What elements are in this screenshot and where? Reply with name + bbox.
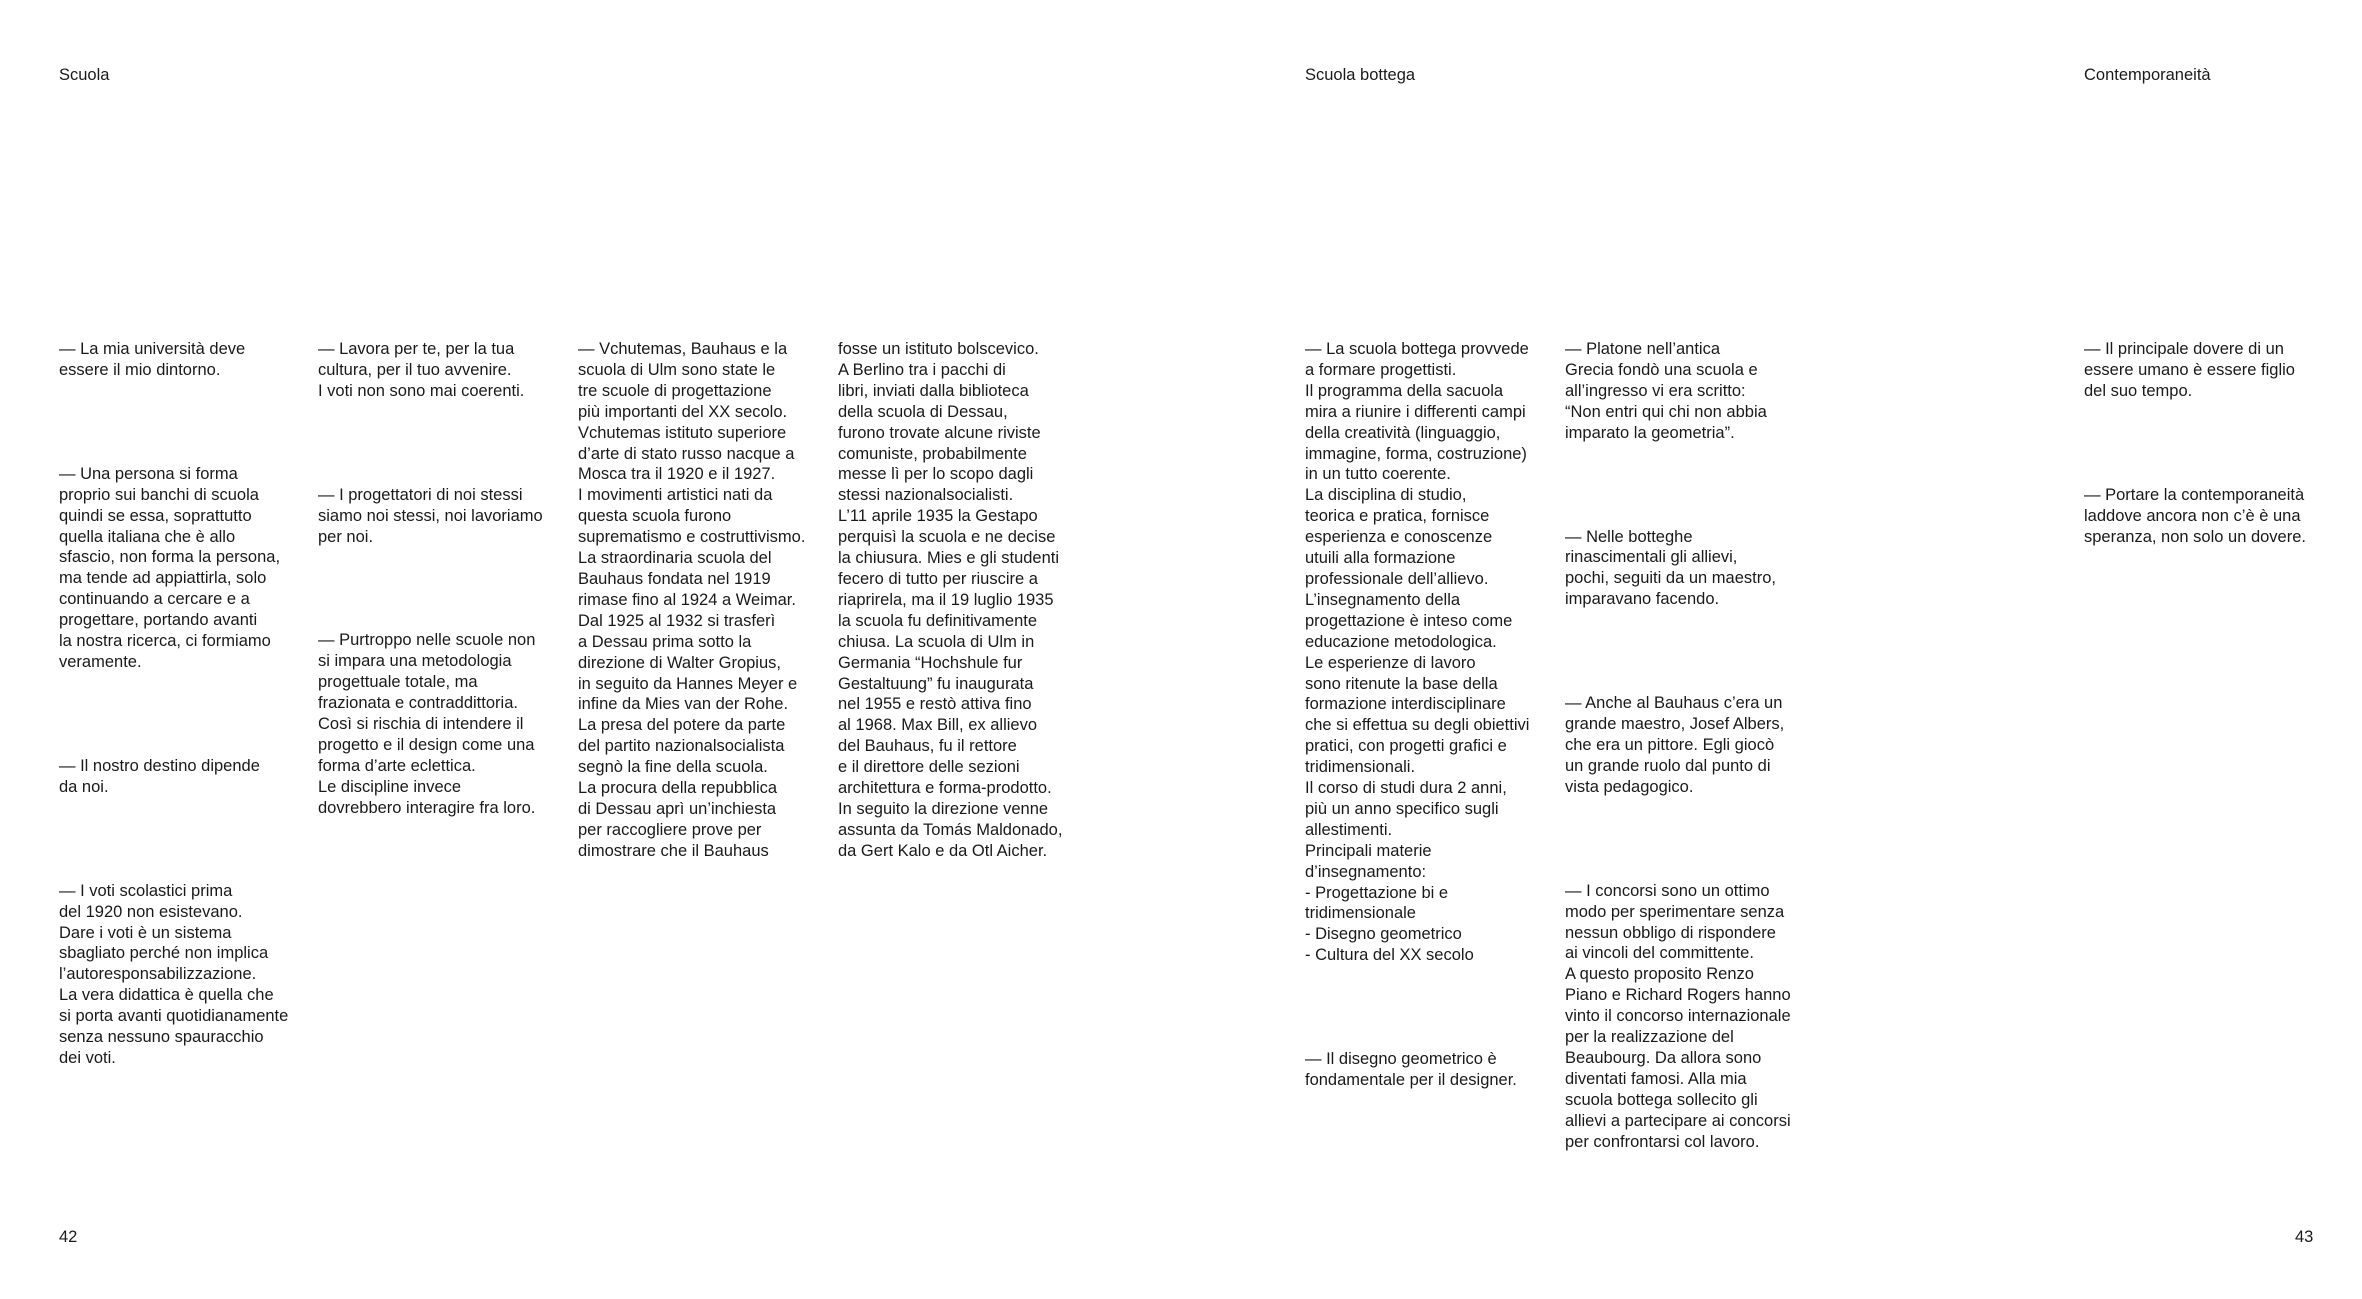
text-column-2 xyxy=(318,339,558,819)
text-column-1 xyxy=(59,339,299,1069)
text-column-5 xyxy=(1305,339,1545,1091)
text-block: — Platone nell’antica Grecia fondò una scuola e all’ingresso vi era scritto: “Non entri qui chi non abbia imparato la geometria”. xyxy=(1565,340,1767,442)
section-title-scuola-bottega: Scuola bottega xyxy=(1305,66,1416,84)
text-block: — Purtroppo nelle scuole non si impara una metodologia progettuale totale, ma frazionata e contraddittoria. Così si rischia di intendere il progetto e il design come una forma d’arte eclettica. Le discipline invece dovrebbero interagire fra loro. xyxy=(318,631,536,817)
text-block: — Vchutemas, Bauhaus e la scuola di Ulm sono state le tre scuole di progettazione più importanti del XX secolo. Vchutemas istituto superiore d’arte di stato russo nacque a Mosca tra il 1920 e il 1927. I movimenti artistici nati da questa scuola furono suprematismo e costruttivismo. La straordinaria scuola del Bauhaus fondata nel 1919 rimase fino al 1924 a Weimar. Dal 1925 al 1932 si trasferì a Dessau prima sotto la direzione di Walter Gropius, in seguito da Hannes Meyer e infine da Mies van der Rohe. La presa del potere da parte del partito nazionalsocialista segnò la fine della scuola. La procura della repubblica di Dessau aprì un’inchiesta per raccogliere prove per dimostrare che il Bauhaus xyxy=(578,340,806,860)
text-block: — Portare la contemporaneità laddove ancora non c’è è una speranza, non solo un dovere. xyxy=(2084,485,2306,546)
text-block: — Il nostro destino dipende da noi. xyxy=(59,756,260,796)
page-number-left: 42 xyxy=(59,1228,78,1246)
text-block: — Lavora per te, per la tua cultura, per il tuo avvenire. I voti non sono mai coerenti. xyxy=(318,340,525,400)
text-block: — Il disegno geometrico è fondamentale per il designer. xyxy=(1305,1050,1517,1090)
text-block: — Anche al Bauhaus c’era un grande maestro, Josef Albers, che era un pittore. Egli giocò un grande ruolo dal punto di vista pedagogico. xyxy=(1565,694,1785,796)
text-column-7 xyxy=(2084,339,2324,547)
text-block: — La scuola bottega provvede a formare progettisti. Il programma della sacuola mira a riunire i differenti campi della creatività (linguaggio, immagine, forma, costruzione) in un tutto coerente. La disciplina di studio, teorica e pratica, fornisce esperienza e conoscenze utuili alla formazione professionale dell’allievo. L’insegnamento della progettazione è inteso come educazione metodologica. Le esperienze di lavoro sono ritenute la base della formazione interdisciplinare che si effettua su degli obiettivi pratici, con progetti grafici e tridimensionali. Il corso di studi dura 2 anni, più un anno specifico sugli allestimenti. Principali materie d’insegnamento: - Progettazione bi e tridimensionale - Disegno geometrico - Cultura del XX secolo xyxy=(1305,340,1530,965)
text-column-6 xyxy=(1565,339,1805,1152)
text-block: fosse un istituto bolscevico. A Berlino tra i pacchi di libri, inviati dalla biblioteca della scuola di Dessau, furono trovate alcune riviste comuniste, probabilmente messe lì per lo scopo dagli stessi nazionalsocialisti. L’11 aprile 1935 la Gestapo perquisì la scuola e ne decise la chiusura. Mies e gli studenti fecero di tutto per riuscire a riaprirela, ma il 19 luglio 1935 la scuola fu definitivamente chiusa. La scuola di Ulm in Germania “Hochshule fur Gestaltuung” fu inaugurata nel 1955 e restò attiva fino al 1968. Max Bill, ex allievo del Bauhaus, fu il rettore e il direttore delle sezioni architettura e forma-prodotto. In seguito la direzione venne assunta da Tomás Maldonado, da Gert Kalo e da Otl Aicher. xyxy=(838,340,1063,860)
text-column-3 xyxy=(578,339,818,862)
section-title-contemporaneita: Contemporaneità xyxy=(2084,66,2211,84)
text-block: — I concorsi sono un ottimo modo per sperimentare senza nessun obbligo di rispondere ai vincoli del committente. A questo proposito Renzo Piano e Richard Rogers hanno vinto il concorso internazionale per la realizzazione del Beaubourg. Da allora sono diventati famosi. Alla mia scuola bottega sollecito gli allievi a partecipare ai concorsi per confrontarsi col lavoro. xyxy=(1565,881,1791,1151)
right-page xyxy=(1181,0,2362,1299)
text-block: — I progettatori di noi stessi siamo noi stessi, noi lavoriamo per noi. xyxy=(318,485,543,546)
page-number-right: 43 xyxy=(2295,1228,2314,1246)
text-block: — Una persona si forma proprio sui banchi di scuola quindi se essa, soprattutto quella italiana che è allo sfascio, non forma la persona, ma tende ad appiattirla, solo continuando a cercare e a progettare, portando avanti la nostra ricerca, ci formiamo veramente. xyxy=(59,464,281,671)
text-block: — La mia università deve essere il mio dintorno. xyxy=(59,340,246,379)
text-block: — Nelle botteghe rinascimentali gli allievi, pochi, seguiti da un maestro, imparavano facendo. xyxy=(1565,527,1776,609)
section-title-scuola: Scuola xyxy=(59,66,110,84)
text-block: — I voti scolastici prima del 1920 non esistevano. Dare i voti è un sistema sbagliato perché non implica l’autoresponsabilizzazione. La vera didattica è quella che si porta avanti quotidianamente senza nessuno spauracchio dei voti. xyxy=(59,881,289,1067)
text-column-4 xyxy=(838,339,1078,862)
text-block: — Il principale dovere di un essere umano è essere figlio del suo tempo. xyxy=(2084,340,2295,400)
